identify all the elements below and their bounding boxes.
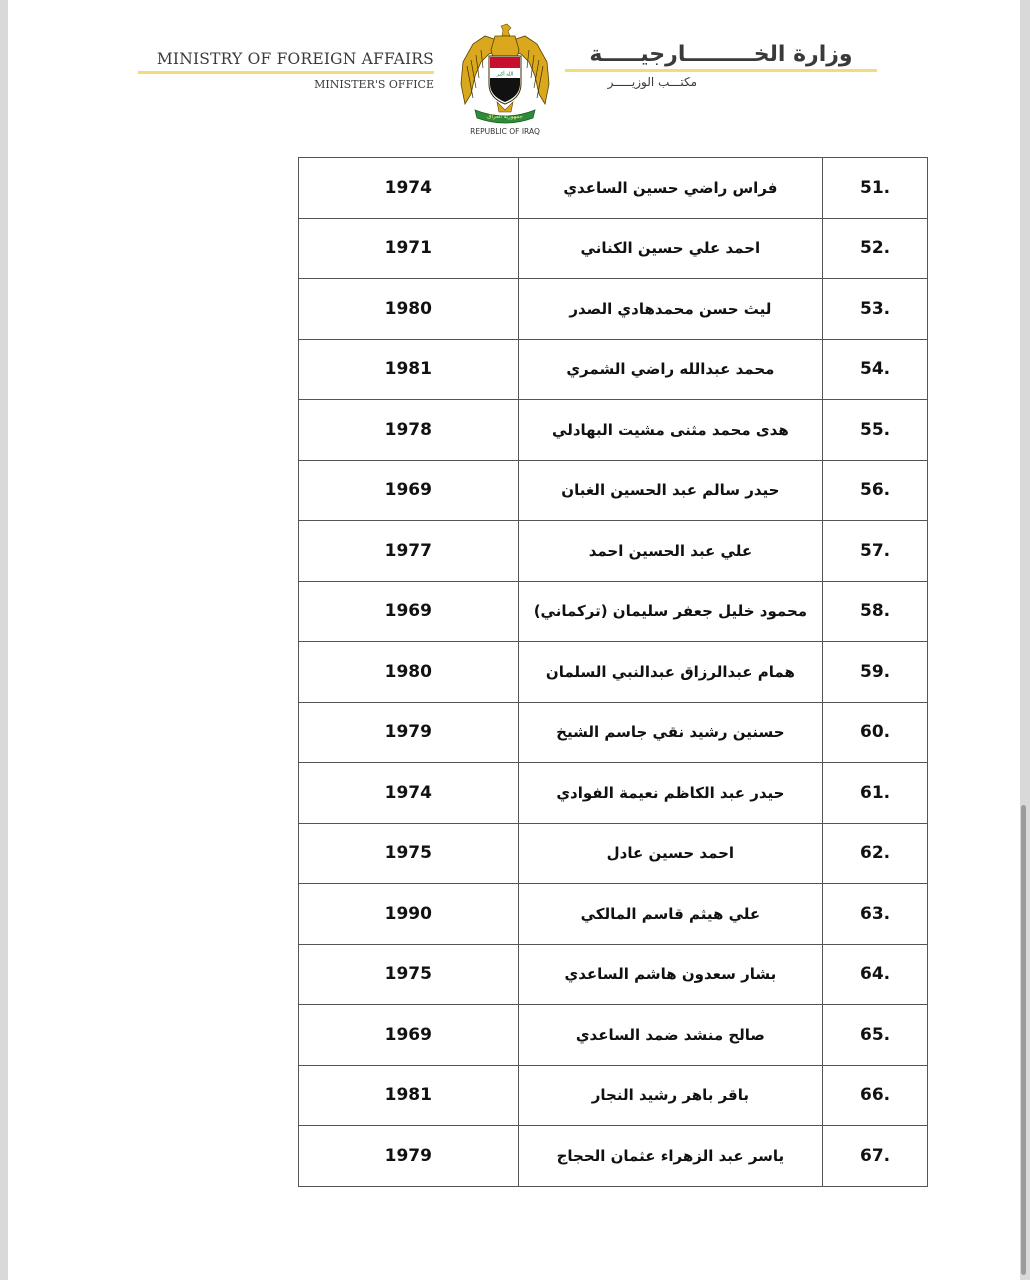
number-cell: 52. [823,218,928,279]
table-row [299,884,928,945]
table-row [299,521,928,582]
number-cell: 58. [823,581,928,642]
name-cell: هدى محمد مثنى مشيت البهادلي [518,400,823,461]
table-row [299,279,928,340]
name-cell: محمد عبدالله راضي الشمري [518,339,823,400]
number-cell: 59. [823,642,928,703]
year-cell: 1971 [299,218,519,279]
names-table [298,157,928,1187]
table-row [299,1005,928,1066]
year-cell: 1969 [299,581,519,642]
year-cell: 1979 [299,1126,519,1187]
emblem-scroll-text: جمهورية العراق [487,114,523,120]
office-name-ar: مكتـــب الوزيـــــر [607,75,697,89]
name-cell: صالح منشد ضمد الساعدي [518,1005,823,1066]
office-name-en: MINISTER'S OFFICE [314,78,434,91]
number-cell: 55. [823,400,928,461]
flag-takbir-text: الله أكبر [496,71,514,78]
eagle-head [501,24,511,36]
number-cell: 60. [823,702,928,763]
name-cell: حيدر عبد الكاظم نعيمة الفوادي [518,763,823,824]
name-cell: علي هيثم قاسم المالكي [518,884,823,945]
table-row [299,339,928,400]
number-cell: 64. [823,944,928,1005]
year-cell: 1975 [299,823,519,884]
table-row [299,400,928,461]
name-cell: علي عبد الحسين احمد [518,521,823,582]
name-cell: احمد حسين عادل [518,823,823,884]
table-row [299,763,928,824]
letterhead-arabic [565,42,877,89]
number-cell: 67. [823,1126,928,1187]
ministry-name-ar: وزارة الخـــــــــارجيـــــة [589,42,853,67]
ministry-name-en: MINISTRY OF FOREIGN AFFAIRS [156,50,434,68]
table-row [299,702,928,763]
table-row [299,158,928,219]
name-cell: باقر باهر رشيد النجار [518,1065,823,1126]
number-cell: 51. [823,158,928,219]
name-cell: فراس راضي حسين الساعدي [518,158,823,219]
scrollbar[interactable] [1021,805,1026,1275]
name-cell: بشار سعدون هاشم الساعدي [518,944,823,1005]
year-cell: 1975 [299,944,519,1005]
table-row [299,823,928,884]
table-row [299,944,928,1005]
number-cell: 54. [823,339,928,400]
letterhead-rule-ar [565,69,877,72]
table-row [299,1126,928,1187]
year-cell: 1974 [299,158,519,219]
letterhead-english [138,50,434,91]
name-cell: حيدر سالم عبد الحسين الغبان [518,460,823,521]
number-cell: 57. [823,521,928,582]
year-cell: 1979 [299,702,519,763]
name-cell: ليث حسن محمدهادي الصدر [518,279,823,340]
emblem-caption: REPUBLIC OF IRAQ [470,127,540,136]
table-row [299,581,928,642]
number-cell: 65. [823,1005,928,1066]
number-cell: 53. [823,279,928,340]
year-cell: 1969 [299,1005,519,1066]
year-cell: 1981 [299,1065,519,1126]
iraq-emblem-icon [455,22,555,124]
table-row [299,460,928,521]
year-cell: 1969 [299,460,519,521]
table-row [299,642,928,703]
year-cell: 1990 [299,884,519,945]
year-cell: 1978 [299,400,519,461]
table-row [299,218,928,279]
name-cell: ياسر عبد الزهراء عثمان الحجاج [518,1126,823,1187]
table-row [299,1065,928,1126]
eagle-body [491,36,519,58]
names-table-body [299,158,928,1187]
number-cell: 63. [823,884,928,945]
number-cell: 62. [823,823,928,884]
name-cell: حسنين رشيد نقي جاسم الشيخ [518,702,823,763]
year-cell: 1977 [299,521,519,582]
name-cell: همام عبدالرزاق عبدالنبي السلمان [518,642,823,703]
name-cell: محمود خليل جعفر سليمان (تركماني) [518,581,823,642]
number-cell: 61. [823,763,928,824]
year-cell: 1980 [299,642,519,703]
letterhead-rule-en [138,71,434,74]
year-cell: 1980 [299,279,519,340]
number-cell: 56. [823,460,928,521]
year-cell: 1981 [299,339,519,400]
number-cell: 66. [823,1065,928,1126]
year-cell: 1974 [299,763,519,824]
name-cell: احمد علي حسين الكناني [518,218,823,279]
